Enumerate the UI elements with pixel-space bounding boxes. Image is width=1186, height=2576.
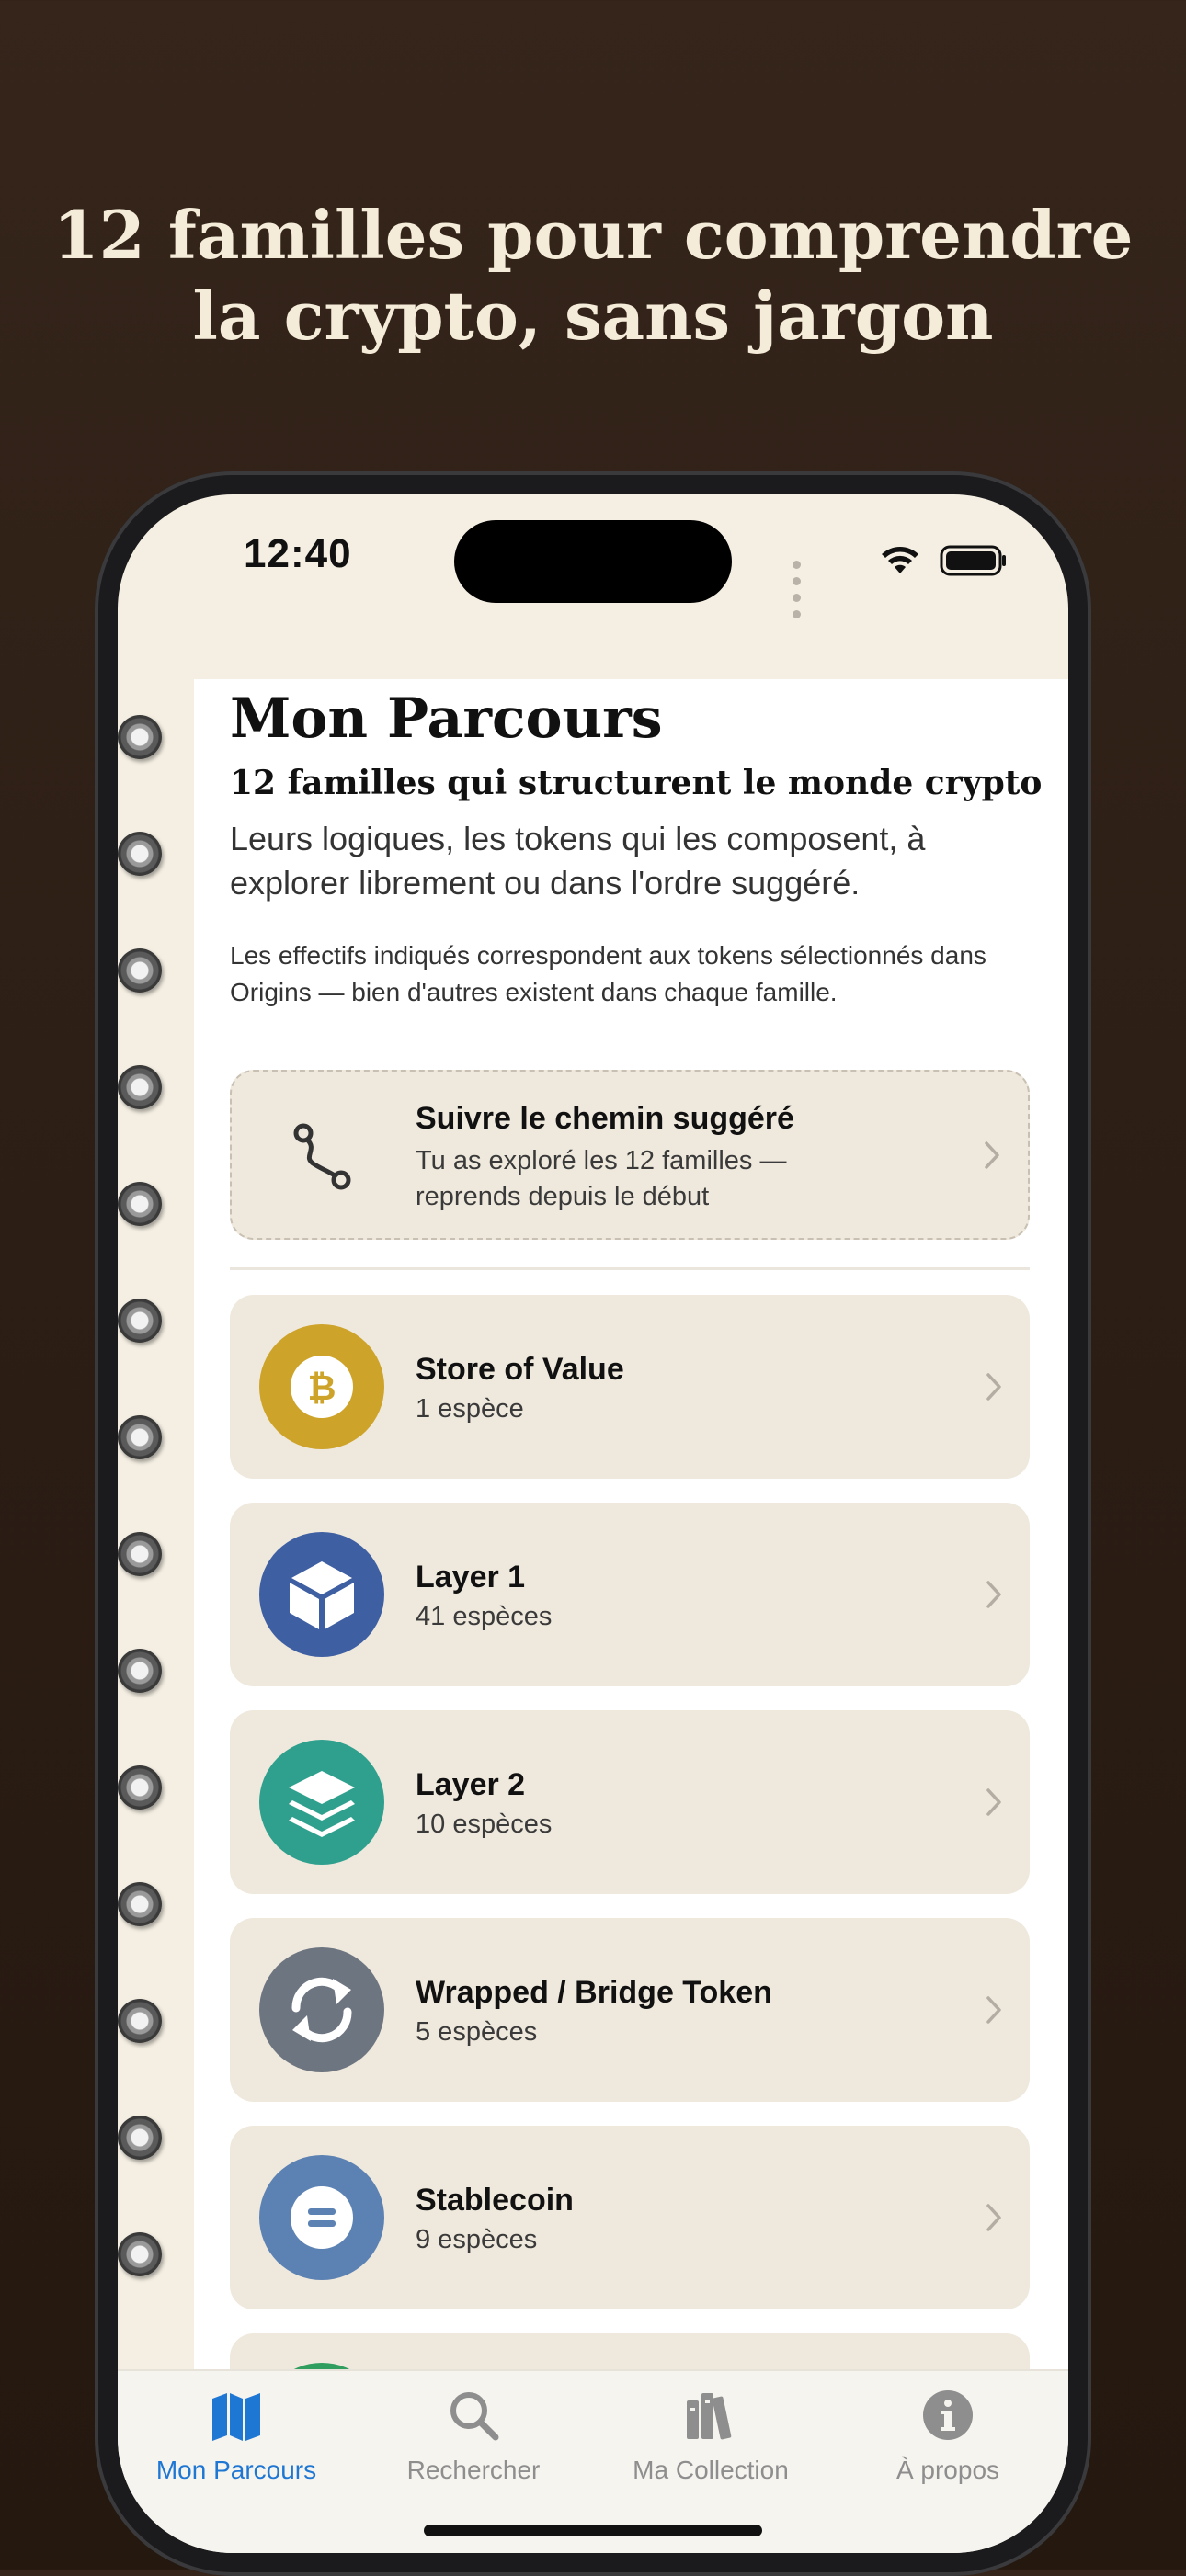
tab-rechercher[interactable] bbox=[355, 2371, 592, 2509]
section-divider bbox=[230, 1267, 1030, 1270]
suggested-path-description: Tu as exploré les 12 familles — reprends depuis le début bbox=[416, 1146, 787, 1211]
family-card-partial[interactable] bbox=[230, 2333, 1030, 2370]
equals-icon bbox=[259, 2155, 384, 2280]
tab-label: À propos bbox=[895, 2456, 1000, 2484]
ring-icon bbox=[118, 948, 162, 993]
cube-icon bbox=[259, 1532, 384, 1657]
tab-label: Rechercher bbox=[406, 2456, 541, 2484]
info-icon bbox=[920, 2388, 975, 2443]
chevron-right-icon bbox=[986, 1995, 1002, 2025]
sync-icon bbox=[259, 1947, 384, 2072]
family-card-store-of-value[interactable] bbox=[230, 1295, 1030, 1479]
route-icon bbox=[291, 1122, 355, 1192]
family-count: 10 espèces bbox=[416, 1810, 553, 1839]
family-name: Layer 1 bbox=[416, 1560, 526, 1594]
cellular-dots-icon bbox=[793, 557, 806, 623]
ring-icon bbox=[118, 1299, 162, 1343]
family-card-layer-2[interactable] bbox=[230, 1710, 1030, 1894]
family-card-stablecoin[interactable] bbox=[230, 2126, 1030, 2309]
chevron-right-icon bbox=[984, 1140, 1000, 1170]
wifi-icon bbox=[879, 542, 921, 575]
battery-icon bbox=[940, 544, 1008, 577]
status-time: 12:40 bbox=[244, 531, 352, 576]
svg-text:₿: ₿ bbox=[307, 1367, 336, 1408]
tab-label: Ma Collection bbox=[633, 2456, 789, 2484]
ring-icon bbox=[118, 1182, 162, 1226]
family-name: Wrapped / Bridge Token bbox=[416, 1975, 772, 2010]
marketing-headline bbox=[0, 195, 1186, 357]
family-card-layer-1[interactable] bbox=[230, 1503, 1030, 1686]
family-count: 41 espèces bbox=[416, 1602, 553, 1631]
family-name: Layer 2 bbox=[416, 1767, 526, 1802]
chevron-right-icon bbox=[986, 1580, 1002, 1609]
tab-a-propos[interactable] bbox=[829, 2371, 1066, 2509]
ring-icon bbox=[118, 1065, 162, 1109]
map-icon bbox=[209, 2388, 264, 2443]
ring-icon bbox=[118, 1415, 162, 1459]
ring-icon bbox=[118, 1649, 162, 1693]
chevron-right-icon bbox=[986, 2203, 1002, 2232]
family-name: Store of Value bbox=[416, 1352, 624, 1387]
home-indicator[interactable] bbox=[424, 2525, 762, 2536]
ring-icon bbox=[118, 1532, 162, 1576]
headline-line-1: 12 familles pour comprendre bbox=[52, 196, 1134, 274]
suggested-path-button[interactable] bbox=[230, 1070, 1030, 1240]
page-title: Mon Parcours bbox=[230, 687, 663, 751]
main-content[interactable] bbox=[194, 679, 1068, 2370]
family-count: 9 espèces bbox=[416, 2225, 538, 2254]
chevron-right-icon bbox=[986, 1372, 1002, 1401]
ring-icon bbox=[118, 715, 162, 759]
tab-ma-collection[interactable] bbox=[592, 2371, 829, 2509]
dynamic-island bbox=[454, 520, 732, 603]
page-subtitle: 12 familles qui structurent le monde crypto bbox=[230, 764, 1043, 802]
page-intro: Leurs logiques, les tokens qui les composent, à explorer librement ou dans l'ordre suggéré. bbox=[230, 820, 926, 902]
search-icon bbox=[446, 2388, 501, 2443]
headline-line-2: la crypto, sans jargon bbox=[192, 277, 994, 355]
chevron-right-icon bbox=[986, 1787, 1002, 1817]
family-count: 5 espèces bbox=[416, 2017, 538, 2047]
page-note: Les effectifs indiqués correspondent aux tokens sélectionnés dans Origins — bien d'autres existent dans chaque famille. bbox=[230, 941, 986, 1006]
ring-icon bbox=[118, 832, 162, 876]
ring-icon bbox=[118, 2232, 162, 2276]
layers-icon bbox=[259, 1740, 384, 1865]
ring-icon bbox=[118, 2116, 162, 2160]
family-count: 1 espèce bbox=[416, 1394, 524, 1424]
phone-screen bbox=[118, 494, 1068, 2553]
notebook-rings bbox=[118, 494, 194, 2369]
tab-label: Mon Parcours bbox=[155, 2456, 317, 2484]
family-name: Stablecoin bbox=[416, 2183, 574, 2218]
tab-mon-parcours[interactable] bbox=[118, 2371, 355, 2509]
status-bar bbox=[118, 494, 1068, 678]
bitcoin-icon bbox=[259, 1324, 384, 1449]
ring-icon bbox=[118, 1882, 162, 1926]
ring-icon bbox=[118, 1999, 162, 2043]
books-icon bbox=[683, 2388, 738, 2443]
family-card-wrapped-bridge-token[interactable] bbox=[230, 1918, 1030, 2102]
ring-icon bbox=[118, 1765, 162, 1810]
suggested-path-title: Suivre le chemin suggéré bbox=[416, 1101, 794, 1136]
